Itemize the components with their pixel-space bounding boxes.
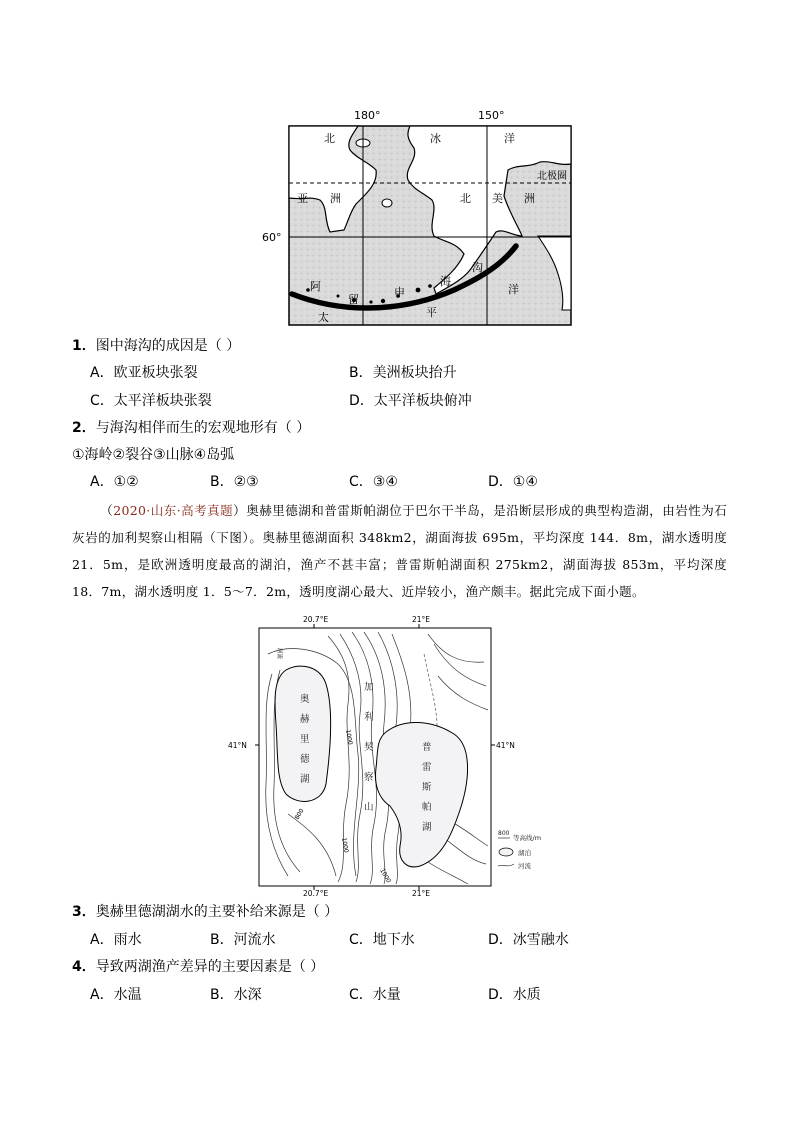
map2-contour-label: 800 — [293, 807, 306, 821]
q3-option-c[interactable]: C．地下水 — [349, 932, 415, 948]
map1-label-yang-bottom: 洋 — [508, 283, 519, 296]
map2-corner-note: 河流 — [276, 648, 282, 660]
q2-option-b[interactable]: B．②③ — [210, 474, 259, 490]
map1-lon-180: 180° — [354, 109, 381, 122]
map2-lat-right: 41°N — [496, 741, 515, 750]
question-4-text: 导致两湖渔产差异的主要因素是（ ） — [95, 959, 325, 975]
ohrid-prespa-map — [228, 614, 558, 896]
map1-label-a: 阿 — [310, 280, 321, 293]
map1-lat-60: 60° — [262, 231, 282, 244]
map1-label-ping: 平 — [426, 306, 437, 319]
svg-text:雷: 雷 — [422, 762, 432, 773]
map2-lat-left: 41°N — [228, 741, 247, 750]
question-2-number: 2． — [72, 420, 96, 436]
reading-passage: （2020·山东·高考真题）奥赫里德湖和普雷斯帕湖位于巴尔干半岛，是沿断层形成的典型构造湖，由岩性为石灰岩的加利契察山相隔（下图）。奥赫里德湖面积 348km2，湖面海拔 695m，平均深度 144．8m，湖水透明度 21．5m，是欧洲透明度最高的湖泊，渔产不甚丰富；普雷斯帕湖面积 275km2，湖面海拔 853m，平均深度 18．7m，湖水透明度 1．5～7．2m，透明度湖心最大、近岸较小，渔产颇丰。据此完成下面小题。 — [72, 503, 727, 599]
svg-text:奥: 奥 — [300, 694, 310, 705]
map1-arctic-circle-label: 北极圈 — [537, 171, 567, 182]
question-2-items: ①海岭②裂谷③山脉④岛弧 — [72, 447, 235, 463]
map1-label-na-bei: 北 — [460, 192, 471, 205]
question-4-number: 4． — [72, 959, 96, 975]
map2-contour-label: 1000 — [378, 867, 392, 885]
svg-text:契: 契 — [364, 742, 374, 753]
q3-option-b[interactable]: B．河流水 — [210, 932, 276, 948]
passage-source: 2020·山东·高考真题 — [113, 503, 234, 518]
svg-text:里: 里 — [300, 734, 310, 745]
passage-body: 奥赫里德湖和普雷斯帕湖位于巴尔干半岛，是沿断层形成的典型构造湖，由岩性为石灰岩的加利契察山相隔（下图）。奥赫里德湖面积 348km2，湖面海拔 695m，平均深度 144．8m，湖水透明度 21．5m，是欧洲透明度最高的湖泊，渔产不甚丰富；普雷斯帕湖面积 275km2，湖面海拔 853m，平均深度 18．7m，湖水透明度 1．5～7．2m，透明度湖心最大、近岸较小，渔产颇丰。据此完成下面小题。 — [72, 503, 727, 599]
question-2-text: 与海沟相伴而生的宏观地形有（ ） — [95, 420, 311, 436]
q2-option-d[interactable]: D．①④ — [488, 474, 538, 490]
q3-option-a[interactable]: A．雨水 — [90, 932, 142, 948]
map2-lon-bottom-right: 21°E — [412, 889, 431, 896]
map2-lon-top-right: 21°E — [412, 615, 431, 624]
svg-text:等高线/m: 等高线/m — [513, 834, 542, 842]
svg-text:湖: 湖 — [300, 774, 310, 785]
q4-option-d[interactable]: D．水质 — [488, 987, 541, 1003]
svg-text:湖泊: 湖泊 — [518, 849, 531, 857]
question-3-number: 3． — [72, 904, 96, 920]
map1-label-gou: 沟 — [472, 261, 483, 274]
q1-option-a[interactable]: A．欧亚板块张裂 — [90, 365, 198, 381]
svg-text:帕: 帕 — [422, 802, 432, 813]
map1-label-na-zhou: 洲 — [524, 192, 535, 205]
q1-option-c[interactable]: C．太平洋板块张裂 — [90, 393, 212, 409]
question-3 — [72, 902, 338, 922]
map1-label-na-mei: 美 — [492, 192, 503, 205]
q4-option-a[interactable]: A．水温 — [90, 987, 142, 1003]
q4-option-c[interactable]: C．水量 — [349, 987, 401, 1003]
map1-label-tai: 太 — [318, 311, 329, 324]
svg-text:赫: 赫 — [300, 714, 310, 725]
svg-text:湖: 湖 — [422, 822, 432, 833]
map1-label-zhou-asia: 洲 — [330, 192, 341, 205]
map1-label-hai: 海 — [440, 275, 451, 288]
aleutian-trench-map — [258, 104, 578, 330]
map2-contour-label: 1000 — [344, 729, 354, 746]
map1-label-yang-top: 洋 — [504, 132, 515, 145]
map1-label-shen: 申 — [394, 286, 405, 299]
svg-text:利: 利 — [364, 712, 374, 723]
map2-contour-label: 1000 — [340, 837, 350, 854]
q3-option-d[interactable]: D．冰雪融水 — [488, 932, 569, 948]
q2-option-c[interactable]: C．③④ — [349, 474, 398, 490]
map2-lon-bottom-left: 20.7°E — [303, 889, 329, 896]
question-1 — [72, 336, 240, 356]
map2-lon-top-left: 20.7°E — [303, 615, 329, 624]
svg-text:山: 山 — [364, 802, 374, 813]
question-3-text: 奥赫里德湖湖水的主要补给来源是（ ） — [95, 904, 339, 920]
map2-legend — [498, 830, 541, 870]
map1-label-bei: 北 — [324, 132, 335, 145]
map1-label-ya: 亚 — [297, 192, 308, 205]
svg-text:800: 800 — [498, 830, 510, 837]
q1-option-d[interactable]: D．太平洋板块俯冲 — [349, 393, 472, 409]
map1-label-bing: 冰 — [430, 132, 441, 145]
map1-island — [382, 199, 392, 207]
q2-option-a[interactable]: A．①② — [90, 474, 139, 490]
question-1-text: 图中海沟的成因是（ ） — [95, 338, 241, 354]
svg-text:加: 加 — [364, 682, 374, 693]
map1-label-liu: 留 — [348, 293, 359, 306]
svg-text:普: 普 — [422, 742, 432, 753]
question-1-number: 1． — [72, 338, 96, 354]
map1-lon-150: 150° — [478, 109, 505, 122]
question-2 — [72, 418, 310, 438]
q4-option-b[interactable]: B．水深 — [210, 987, 262, 1003]
svg-text:察: 察 — [364, 772, 374, 783]
question-4 — [72, 957, 324, 977]
q1-option-b[interactable]: B．美洲板块抬升 — [349, 365, 457, 381]
svg-text:斯: 斯 — [422, 782, 432, 793]
svg-text:德: 德 — [300, 754, 310, 765]
svg-text:河流: 河流 — [518, 862, 531, 870]
